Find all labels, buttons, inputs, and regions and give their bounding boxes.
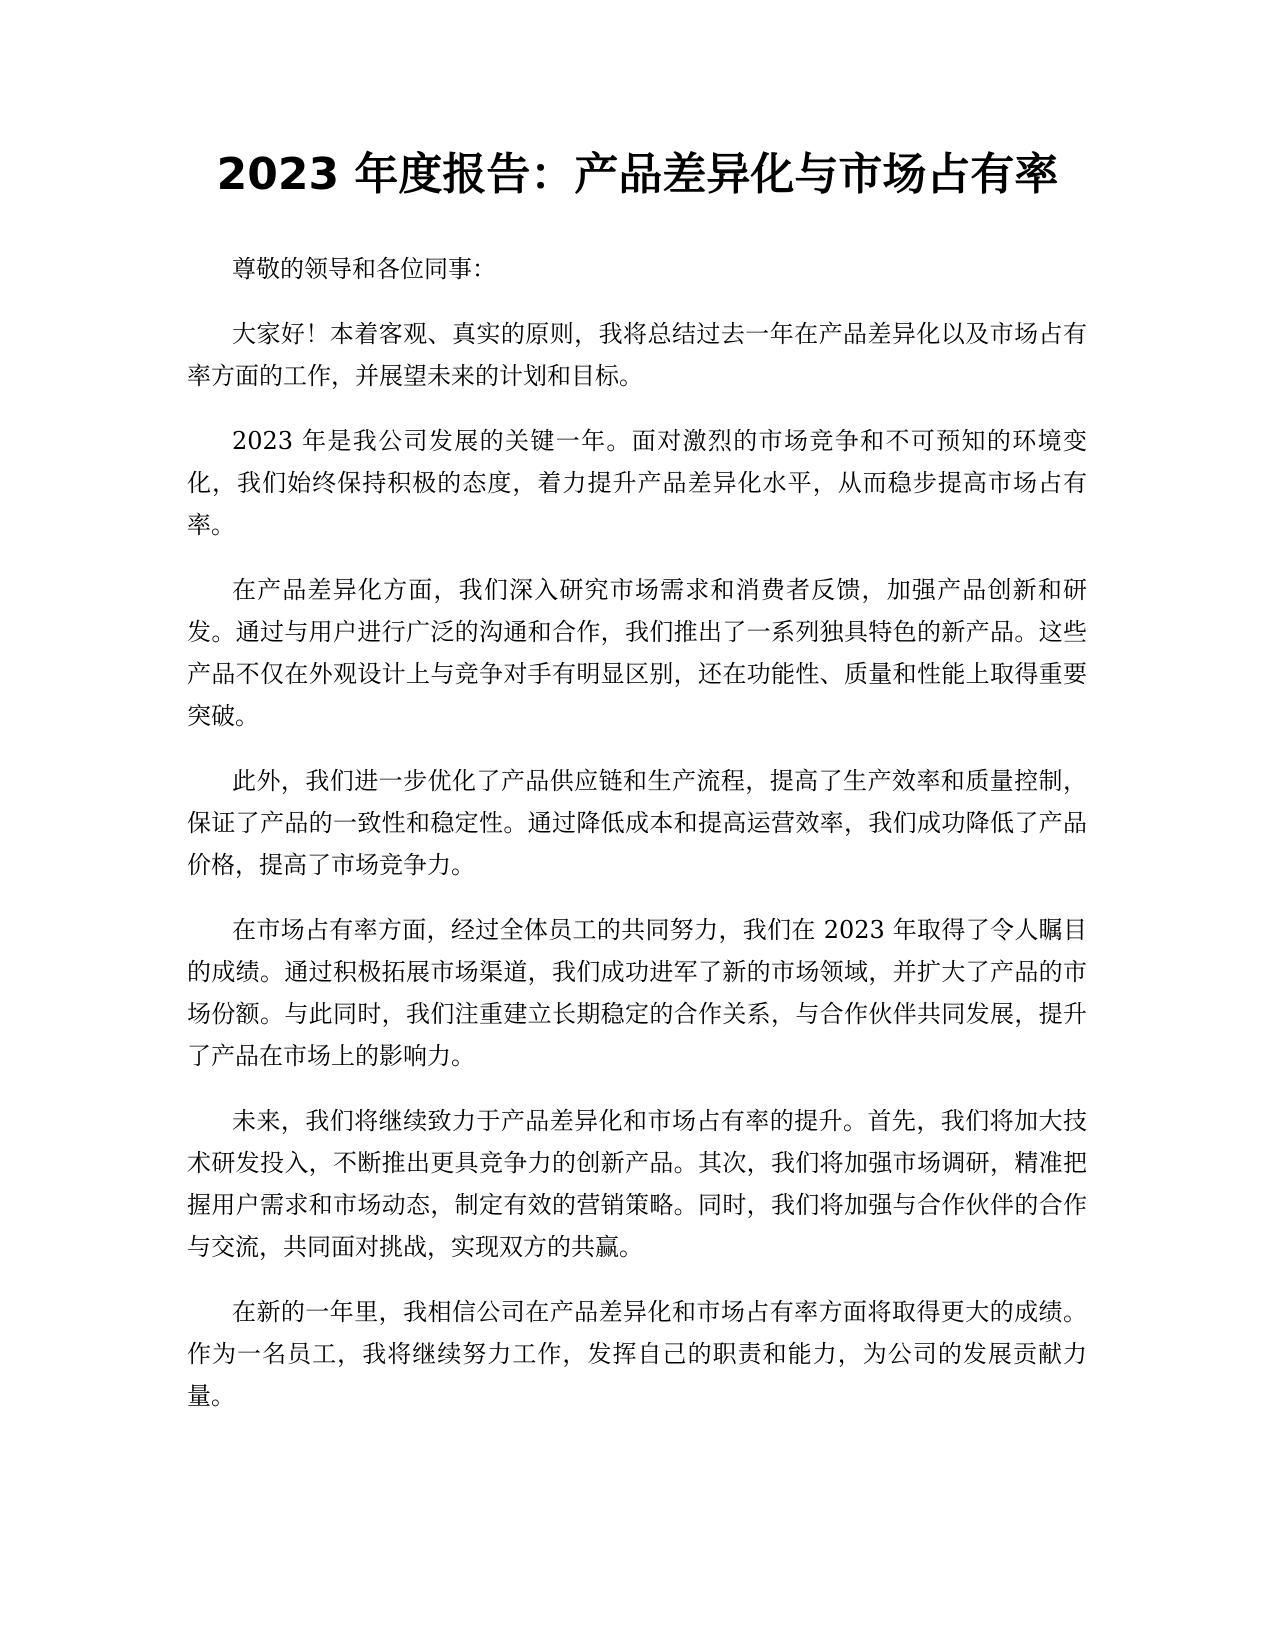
paragraph-product-differentiation: 在产品差异化方面，我们深入研究市场需求和消费者反馈，加强产品创新和研发。通过与用户进行广泛的沟通和合作，我们推出了一系列独具特色的新产品。这些产品不仅在外观设计上与竞争对手有明显区别，还在功能性、质量和性能上取得重要突破。: [187, 576, 1087, 730]
paragraph-salutation: 尊敬的领导和各位同事：: [232, 255, 496, 283]
document-body: [187, 248, 1087, 1440]
paragraph-closing: 在新的一年里，我相信公司在产品差异化和市场占有率方面将取得更大的成绩。作为一名员工，我将继续努力工作，发挥自己的职责和能力，为公司的发展贡献力量。: [187, 1298, 1087, 1410]
paragraph-supply-chain: 此外，我们进一步优化了产品供应链和生产流程，提高了生产效率和质量控制，保证了产品的一致性和稳定性。通过降低成本和提高运营效率，我们成功降低了产品价格，提高了市场竞争力。: [187, 767, 1087, 879]
document-title: 2023 年度报告：产品差异化与市场占有率: [216, 149, 1059, 200]
paragraph-market-share: 在市场占有率方面，经过全体员工的共同努力，我们在 2023 年取得了令人瞩目的成绩。通过积极拓展市场渠道，我们成功进军了新的市场领域，并扩大了产品的市场份额。与此同时，我们注重建立长期稳定的合作关系，与合作伙伴共同发展，提升了产品在市场上的影响力。: [187, 916, 1087, 1070]
paragraph-future-plans: 未来，我们将继续致力于产品差异化和市场占有率的提升。首先，我们将加大技术研发投入，不断推出更具竞争力的创新产品。其次，我们将加强市场调研，精准把握用户需求和市场动态，制定有效的营销策略。同时，我们将加强与合作伙伴的合作与交流，共同面对挑战，实现双方的共赢。: [187, 1107, 1087, 1261]
paragraph-overview: 2023 年是我公司发展的关键一年。面对激烈的市场竞争和不可预知的环境变化，我们始终保持积极的态度，着力提升产品差异化水平，从而稳步提高市场占有率。: [187, 427, 1087, 539]
paragraph-greeting: 大家好！本着客观、真实的原则，我将总结过去一年在产品差异化以及市场占有率方面的工作，并展望未来的计划和目标。: [187, 320, 1087, 390]
